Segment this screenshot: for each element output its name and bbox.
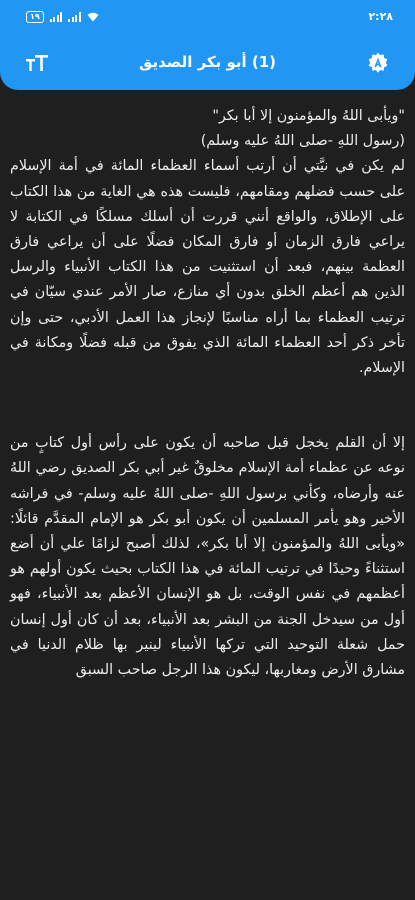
settings-button[interactable] (365, 50, 391, 76)
paragraph-1: لم يكن في نيَّتي أن أرتب أسماء العظماء المائة في أمة الإسلام على حسب فضلهم ومقامهم، فليست هذه هي الغاية من هذا الكتاب على الإطلاق، والواقع أنني قررت أن أسلك مسلكًا في الكتابة لا يراعي فارق الزمان أو فارق المكان فضلًا على أن يراعي فارق العظمة بينهم، فبعد أن استثنيت من هذا الكتاب الأنبياء والرسل الذين هم أعظم الخلق بدون أي منازع، صار الأمر عندي سيّان في ترتيب العظماء بما أراه مناسبًا لإنجاز هذا العمل الأدبي، حتى وإن تأخر ذكر أحد العظماء المائة الذي يفوق من قبله فضلًا ومكانة في الإسلام. (10, 158, 405, 377)
signal-icon (50, 12, 63, 22)
paragraph-2: إلا أن القلم يخجل قبل صاحبه أن يكون على رأس أول كتابٍ من نوعه عن عظماء أمة الإسلام مخلوقٌ غير أبي بكر الصديق رضي اللهُ عنه وأرضاه، وكأني برسول اللهِ -صلى اللهُ عليه وسلم- في فراشه الأخير وهو يأمر المسلمين أن يكون أبو بكر هو الإمام المقدَّم قائلًا: «ويأبى اللهُ والمؤمنون إلا أبا بكر»، لذلك أصبح لزامًا علي أن أضع استثناءً وحيدًا في ترتيب المائة في هذا الكتاب بحيث يكون أولهم هو أعظمهم في نفس الوقت، بل هو الإنسان الأعظم بعد الأنبياء، فهو أول من سيدخل الجنة من البشر بعد الأنبياء، بعد أن كان أول إنسان حمل شعلة التوحيد التي تركها الأنبياء لينير بها ظلام الدنيا في مشارق الأرض ومغاربها، ليكون هذا الرجل صاحب السبق (10, 435, 405, 679)
text-size-icon (25, 53, 49, 73)
paragraph-spacer (10, 381, 405, 431)
status-icons (26, 11, 99, 23)
text-size-button[interactable] (24, 50, 50, 76)
quote-line: "ويأبى اللهُ والمؤمنون إلا أبا بكر" (212, 108, 405, 124)
status-bar (0, 0, 415, 34)
page-title: (1) أبو بكر الصديق (138, 53, 277, 71)
quote-attribution: (رسول اللهِ -صلى اللهُ عليه وسلم) (200, 133, 405, 150)
wifi-icon (87, 12, 99, 22)
battery-icon: ١٩ (26, 11, 44, 23)
app-bar (0, 34, 415, 90)
signal-icon-2 (68, 12, 81, 22)
article-content (10, 104, 405, 683)
settings-gear-icon (366, 51, 390, 75)
status-time: ٢:٢٨ (368, 10, 393, 23)
